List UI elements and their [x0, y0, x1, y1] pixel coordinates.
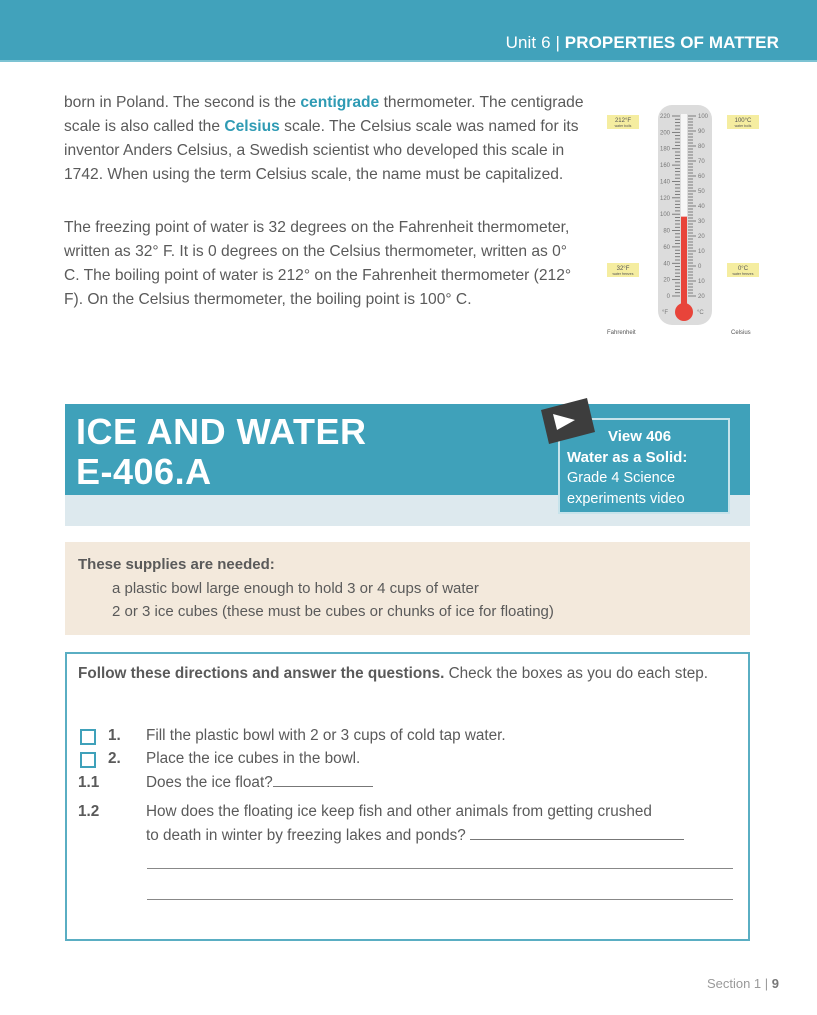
boil-c-sub: water boils: [734, 124, 752, 128]
answer-blank[interactable]: [273, 771, 373, 787]
mercury-column: [681, 217, 687, 312]
fahrenheit-tick-label: 200: [659, 130, 670, 137]
boil-f-sub: water boils: [614, 124, 632, 128]
unit-label: Unit 6 |: [505, 33, 560, 52]
text-span: born in Poland. The second is the: [64, 94, 301, 111]
paragraph-freezing-boiling: The freezing point of water is 32 degrees on the Fahrenheit thermometer, written as 32° F. It is 0 degrees on the Celsius thermometer, written as 0° C. The boiling point of water is 212° on the Fahrenheit thermometer (212° F). On the Celsius thermometer, the boiling point is 100° C.: [64, 219, 572, 308]
answer-blank[interactable]: [470, 824, 684, 840]
footer-section: Section 1 |: [706, 976, 769, 991]
video-subtitle-1: Grade 4 Science: [567, 470, 676, 486]
fahrenheit-tick-label: 60: [663, 244, 670, 251]
fahrenheit-tick-label: 100: [659, 212, 670, 219]
celsius-tick-label: 70: [698, 159, 705, 165]
fahrenheit-unit: °F: [662, 310, 669, 316]
step-checkbox[interactable]: [80, 729, 96, 745]
question-text: [146, 771, 373, 795]
step-checkbox[interactable]: [80, 752, 96, 768]
callout-boil-c: [727, 115, 759, 129]
celsius-tick-label: 10: [698, 279, 705, 285]
text-span: thermometer. The centigrade scale is also called the: [64, 94, 584, 135]
directions-intro-rest: Check the boxes as you do each step.: [444, 665, 708, 682]
celsius-tick-label: 90: [698, 129, 705, 135]
callout-boil-f: [607, 115, 639, 129]
freeze-c-sub: water freezes: [732, 272, 754, 276]
activity-title: [76, 412, 367, 492]
answer-line[interactable]: [147, 899, 733, 900]
activity-code: E-406.A: [76, 451, 212, 492]
thermometer-bulb: [675, 303, 693, 321]
fahrenheit-tick-label: 0: [666, 294, 670, 300]
fahrenheit-caption: Fahrenheit: [607, 330, 636, 336]
celsius-unit: °C: [697, 310, 704, 316]
celsius-tick-label: 0: [698, 264, 702, 270]
celsius-tick-label: 100: [698, 114, 709, 120]
directions-box: [65, 652, 750, 941]
step-text: Fill the plastic bowl with 2 or 3 cups of cold tap water.: [146, 727, 506, 744]
fahrenheit-tick-label: 220: [659, 114, 670, 120]
celsius-tick-label: 60: [698, 174, 705, 180]
celsius-tick-label: 20: [698, 234, 705, 240]
activity-header: [65, 404, 750, 526]
question-text: [146, 800, 684, 848]
celsius-tick-label: 50: [698, 189, 705, 195]
keyword-celsius: Celsius: [224, 118, 280, 135]
boil-f-label: 212°F: [614, 118, 632, 124]
paragraph-celsius-intro: [64, 91, 584, 187]
video-title: Water as a Solid:: [567, 449, 688, 466]
celsius-tick-label: 80: [698, 144, 705, 150]
page-header-bar: [0, 0, 817, 62]
unit-name: PROPERTIES OF MATTER: [564, 33, 779, 52]
fahrenheit-tick-label: 180: [659, 146, 670, 153]
celsius-caption: Celsius: [731, 330, 751, 336]
freeze-f-sub: water freezes: [612, 272, 634, 276]
boil-c-label: 100°C: [734, 118, 752, 124]
celsius-tick-label: 30: [698, 219, 705, 225]
question-number: 1.1: [78, 774, 100, 791]
freeze-f-label: 32°F: [616, 266, 630, 272]
step-number: 2.: [108, 750, 121, 767]
supply-item: a plastic bowl large enough to hold 3 or 4 cups of water: [112, 580, 479, 597]
fahrenheit-tick-label: 20: [663, 277, 670, 284]
keyword-centigrade: centigrade: [300, 94, 380, 111]
fahrenheit-tick-label: 120: [659, 195, 670, 202]
video-number: View 406: [608, 428, 672, 445]
callout-freeze-c: [727, 263, 759, 277]
supplies-heading: These supplies are needed:: [78, 556, 275, 573]
fahrenheit-tick-label: 140: [659, 179, 670, 186]
celsius-tick-label: 40: [698, 204, 705, 210]
step-text: Place the ice cubes in the bowl.: [146, 750, 361, 767]
page-footer: [707, 976, 779, 991]
fahrenheit-tick-label: 40: [663, 261, 670, 268]
thermometer-illustration: [600, 100, 770, 340]
directions-intro: [78, 662, 738, 686]
unit-title: [506, 33, 779, 53]
question-prompt-line1: How does the floating ice keep fish and other animals from getting crushed: [146, 803, 652, 820]
play-video-icon[interactable]: [537, 396, 599, 446]
celsius-tick-label: 10: [698, 249, 705, 255]
step-number: 1.: [108, 727, 121, 744]
question-prompt: Does the ice float?: [146, 774, 273, 791]
activity-title-line1: ICE AND WATER: [76, 411, 367, 452]
question-prompt-line2: to death in winter by freezing lakes and ponds?: [146, 827, 466, 844]
supplies-box: [65, 542, 750, 635]
callout-freeze-f: [607, 263, 639, 277]
freeze-c-label: 0°C: [737, 266, 749, 272]
video-subtitle-2: experiments video: [567, 491, 685, 507]
fahrenheit-tick-label: 80: [663, 228, 670, 235]
page-number: 9: [771, 976, 779, 991]
directions-intro-bold: Follow these directions and answer the questions.: [78, 665, 445, 682]
supply-item: 2 or 3 ice cubes (these must be cubes or chunks of ice for floating): [112, 603, 554, 620]
text-span: scale. The Celsius scale was named for its inventor Anders Celsius, a Swedish scientist who developed this scale in 1742. When using the term Celsius scale, the name must be capitalized.: [64, 118, 579, 183]
question-number: 1.2: [78, 803, 100, 820]
answer-line[interactable]: [147, 868, 733, 869]
celsius-tick-label: 20: [698, 294, 705, 300]
fahrenheit-tick-label: 160: [659, 163, 670, 170]
